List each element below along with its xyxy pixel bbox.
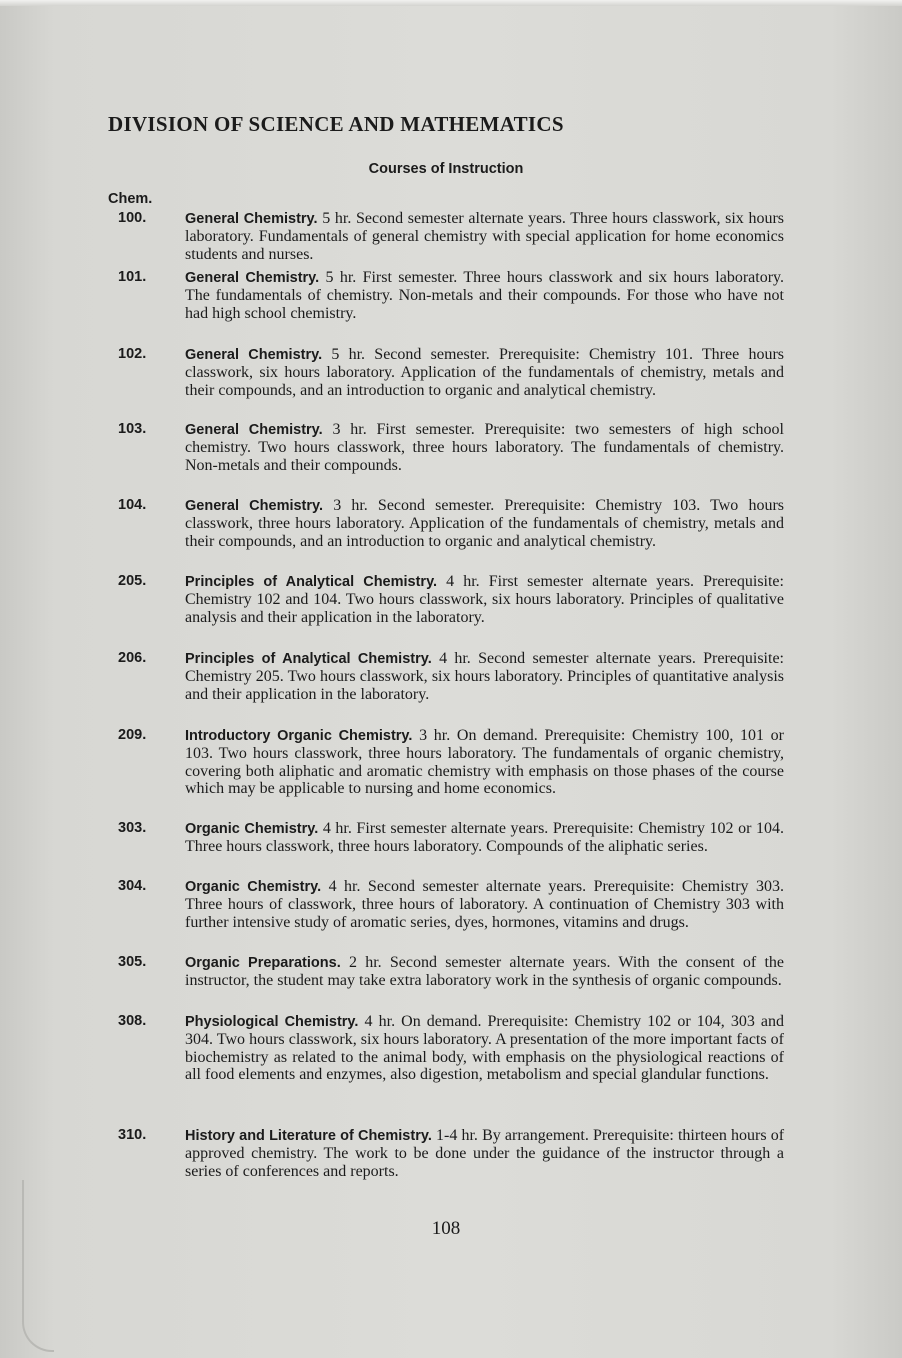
course-description: 4 hr. Second semester alternate years. Prerequisite: Chemistry 205. Two hours classwork, six hours laboratory. Principles of quantitative analysis and their application in the laboratory. [185,650,784,703]
course-description: 2 hr. Second semester alternate years. With the consent of the instructor, the student may take extra laboratory work in the synthesis of organic compounds. [185,954,784,990]
course-number: 304. [118,878,147,894]
page-crease-mark [22,1180,54,1352]
course-text [185,878,784,931]
course-number: 101. [118,269,147,285]
course-title: Organic Preparations. [185,955,341,971]
course-text [185,421,784,474]
course-title: General Chemistry. [185,422,323,438]
course-number: 104. [118,497,147,513]
course-description: 3 hr. Second semester. Prerequisite: Chemistry 103. Two hours classwork, three hours laboratory. Application of the fundamentals of chemistry, metals and their compounds, and an introduction to organic and analytical chemistry. [185,497,785,550]
course-number: 205. [118,573,147,589]
course-number: 209. [118,727,147,743]
course-description: 5 hr. First semester. Three hours classwork and six hours laboratory. The fundamentals of chemistry. Non-metals and their compounds. For those who have not had high school chemistry. [185,269,784,322]
course-text [185,650,784,703]
course-title: General Chemistry. [185,347,323,363]
course-description: 3 hr. First semester. Prerequisite: two semesters of high school chemistry. Two hours classwork, three hours laboratory. The fundamentals of chemistry. Non-metals and their compounds. [185,421,784,474]
course-description: 4 hr. Second semester alternate years. Prerequisite: Chemistry 303. Three hours of classwork, three hours of laboratory. A continuation of Chemistry 303 with further intensive study of aromatic series, dyes, hormones, vitamins and drugs. [185,878,785,931]
course-description: 4 hr. First semester alternate years. Prerequisite: Chemistry 102 or 104. Three hours classwork, three hours laboratory. Compounds of the aliphatic series. [185,820,784,856]
course-text [185,269,784,322]
course-number: 303. [118,820,147,836]
course-description: 5 hr. Second semester alternate years. Three hours classwork, six hours laboratory. Fundamentals of general chemistry with special application for home economics students and nurses. [185,210,784,263]
course-number: 100. [118,210,147,226]
course-number: 206. [118,650,147,666]
course-number: 103. [118,421,147,437]
course-title: History and Literature of Chemistry. [185,1128,432,1144]
course-title: General Chemistry. [185,211,318,227]
course-number: 308. [118,1013,147,1029]
course-number: 310. [118,1127,147,1143]
course-title: Principles of Analytical Chemistry. [185,574,438,590]
course-text [185,1013,784,1084]
course-text [185,1127,784,1180]
course-title: Physiological Chemistry. [185,1014,359,1030]
course-text [185,573,784,626]
course-text [185,820,784,856]
course-description: 3 hr. On demand. Prerequisite: Chemistry 100, 101 or 103. Two hours classwork, three hours laboratory. The fundamentals of organic chemistry, covering both aliphatic and aromatic chemistry with emphasis on those phases of the course which may be applicable to nursing and home economics. [185,727,784,798]
course-description: 5 hr. Second semester. Prerequisite: Chemistry 101. Three hours classwork, six hours laboratory. Application of the fundamentals of chemistry, metals and their compounds, and an introduction to organic and analytical chemistry. [185,346,784,399]
page-top-edge [0,0,902,6]
page-number: 108 [431,1218,461,1239]
division-title: DIVISION OF SCIENCE AND MATHEMATICS [108,112,564,136]
course-text [185,727,784,798]
course-text [185,954,784,990]
course-text [185,346,784,399]
department-label: Chem. [108,191,153,207]
course-description: 4 hr. First semester alternate years. Prerequisite: Chemistry 102 and 104. Two hours classwork, six hours laboratory. Principles of qualitative analysis and their application in the laboratory. [185,573,784,626]
course-title: Principles of Analytical Chemistry. [185,651,432,667]
course-description: 4 hr. On demand. Prerequisite: Chemistry 102 or 104, 303 and 304. Two hours classwork, six hours laboratory. A presentation of the more important facts of biochemistry as related to the animal body, with emphasis on the physiological reactions of all food elements and enzymes, also digestion, metabolism and special glandular functions. [185,1013,785,1084]
course-text [185,210,784,263]
course-title: Organic Chemistry. [185,879,322,895]
course-title: General Chemistry. [185,498,324,514]
course-description: 1-4 hr. By arrangement. Prerequisite: thirteen hours of approved chemistry. The work to be done under the guidance of the instructor through a series of conferences and reports. [185,1127,785,1180]
course-number: 102. [118,346,147,362]
course-title: Organic Chemistry. [185,821,319,837]
course-title: Introductory Organic Chemistry. [185,728,413,744]
course-text [185,497,784,550]
section-title: Courses of Instruction [368,161,524,177]
course-title: General Chemistry. [185,270,320,286]
course-number: 305. [118,954,147,970]
